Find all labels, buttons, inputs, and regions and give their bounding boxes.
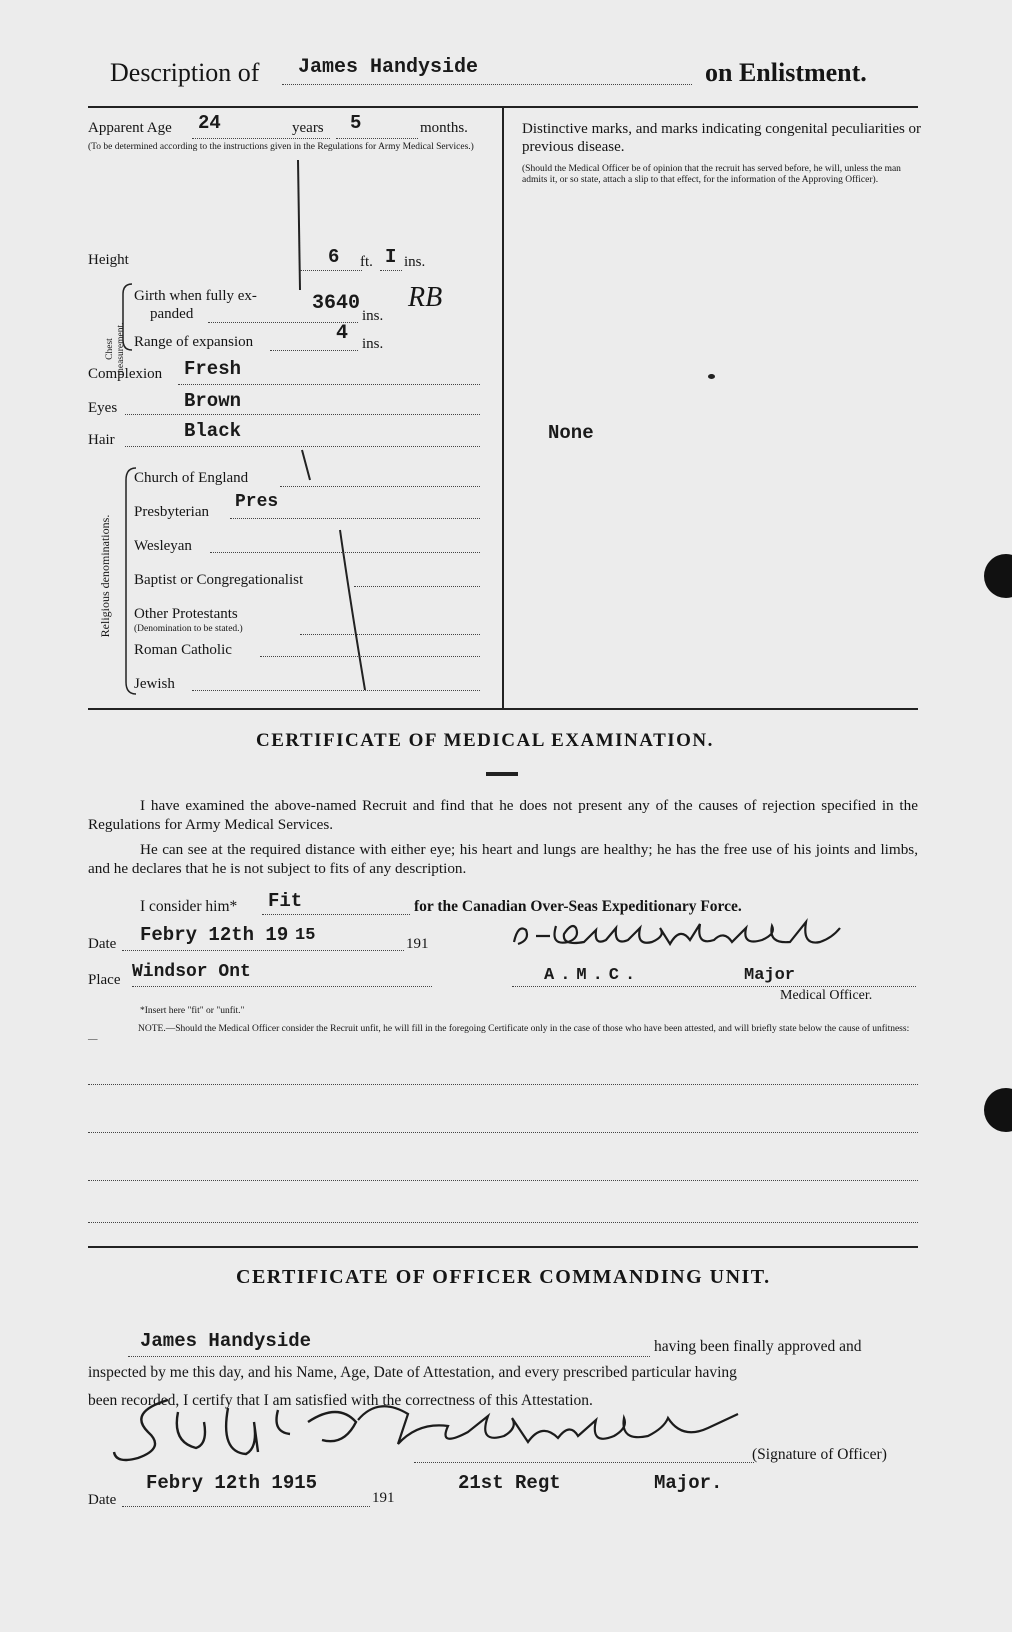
medical-para-2: He can see at the required distance with either eye; his heart and lungs are healthy; he has the free use of his joints and limbs, and he declares that he is not subject to fits of any description. xyxy=(88,841,918,877)
religion-other-note: (Denomination to be stated.) xyxy=(134,624,243,634)
age-months-value: 5 xyxy=(350,112,362,134)
height-label: Height xyxy=(88,252,129,268)
medical-place-value: Windsor Ont xyxy=(132,962,251,982)
age-years-line xyxy=(192,138,330,139)
header-prefix: Description of xyxy=(110,58,260,87)
unfitness-line-4 xyxy=(88,1222,918,1223)
height-ins-label: ins. xyxy=(404,254,426,270)
eyes-value: Brown xyxy=(184,390,242,412)
hair-value: Black xyxy=(184,420,242,442)
distinctive-marks-note: (Should the Medical Officer be of opinion that the recruit has served before, he will, unless the man admits it, or so state, attach a slip to that effect, for the information of the Approving Officer). xyxy=(522,164,901,185)
unfitness-line-3 xyxy=(88,1180,918,1181)
section-rule-2 xyxy=(88,1246,918,1248)
complexion-value: Fresh xyxy=(184,358,242,380)
girth-initials: RB xyxy=(408,282,443,313)
age-months-line xyxy=(336,138,418,139)
title-ornament xyxy=(486,772,518,776)
recruit-name: James Handyside xyxy=(298,56,479,79)
religion-other-protestants: Other Protestants xyxy=(134,606,238,622)
height-in-line xyxy=(380,270,402,271)
height-in-value: I xyxy=(385,246,397,268)
punch-hole-1 xyxy=(984,554,1012,598)
age-note: (To be determined according to the instructions given in the Regulations for Army Medical Services.) xyxy=(88,142,474,152)
unfitness-line-1 xyxy=(88,1084,918,1085)
religion-baptist: Baptist or Congregationalist xyxy=(134,572,304,588)
girth-label-2: panded xyxy=(150,306,194,322)
months-label: months. xyxy=(420,120,468,136)
approved-text: having been finally approved and xyxy=(654,1338,862,1355)
chest-bracket xyxy=(122,284,134,350)
age-label: Apparent Age xyxy=(88,120,172,136)
medical-cert-title: CERTIFICATE OF MEDICAL EXAMINATION. xyxy=(256,730,714,751)
range-line xyxy=(270,350,358,351)
ft-label: ft. xyxy=(360,254,373,270)
hair-label: Hair xyxy=(88,432,115,448)
medical-place-line xyxy=(132,986,432,987)
age-years-value: 24 xyxy=(198,112,221,134)
officer-date-line xyxy=(122,1506,370,1507)
distinctive-marks-heading: Distinctive marks, and marks indicating congenital peculiarities or previous disease. xyxy=(522,121,922,155)
hair-line xyxy=(125,446,480,447)
medical-note: NOTE.—Should the Medical Officer consider the Recruit unfit, he will fill in the foregoing Certificate only in the case of those who have been attested, and will briefly state below the cause of unfitness:— xyxy=(88,1024,910,1045)
medical-rank: Major xyxy=(744,966,796,985)
religion-presbyterian: Presbyterian xyxy=(134,504,209,520)
officer-name-value: James Handyside xyxy=(140,1330,312,1352)
officer-date-value: Febry 12th 1915 xyxy=(146,1472,318,1494)
religion-church-of-england: Church of England xyxy=(134,470,249,486)
signature-line xyxy=(414,1462,754,1463)
range-ins-label: ins. xyxy=(362,336,384,352)
medical-date-line xyxy=(122,950,404,951)
religion-line-6 xyxy=(192,690,480,691)
complexion-line xyxy=(178,384,480,385)
medical-date-label: Date xyxy=(88,936,117,952)
consider-suffix: for the Canadian Over-Seas Expeditionary Force. xyxy=(414,898,742,915)
girth-label-1: Girth when fully ex- xyxy=(134,288,257,304)
religion-group-label: Religious denominations. xyxy=(98,514,112,638)
religion-wesleyan: Wesleyan xyxy=(134,538,192,554)
eyes-label: Eyes xyxy=(88,400,118,416)
signature-label: (Signature of Officer) xyxy=(752,1446,887,1463)
consider-prefix: I consider him* xyxy=(140,898,238,915)
years-label: years xyxy=(292,120,324,136)
header-name-line xyxy=(282,84,692,85)
religion-value: Pres xyxy=(235,492,279,512)
eyes-line xyxy=(125,414,480,415)
range-label: Range of expansion xyxy=(134,334,254,350)
medical-officer-signature xyxy=(510,916,850,956)
officer-date-label: Date xyxy=(88,1492,117,1508)
panel-divider xyxy=(502,108,504,708)
medical-date-year: 15 xyxy=(295,926,316,945)
chest-label: Chest measurement. xyxy=(105,322,126,376)
distinctive-marks-value: None xyxy=(548,422,594,444)
complexion-label: Complexion xyxy=(88,366,163,382)
girth-value: 3640 xyxy=(312,292,361,315)
religion-roman-catholic: Roman Catholic xyxy=(134,642,232,658)
medical-corps: A.M.C. xyxy=(544,966,642,985)
medical-place-label: Place xyxy=(88,972,121,988)
section-rule-1 xyxy=(88,708,918,710)
fit-line xyxy=(262,914,410,915)
unfitness-line-2 xyxy=(88,1132,918,1133)
medical-officer-line xyxy=(512,986,916,987)
religion-strike-strokes xyxy=(290,450,410,690)
height-ft-line xyxy=(300,270,362,271)
officer-rank-value: Major. xyxy=(654,1472,723,1494)
girth-ins-label: ins. xyxy=(362,308,384,324)
height-ft-value: 6 xyxy=(328,246,340,268)
officer-name-line xyxy=(128,1356,650,1357)
insert-note: *Insert here "fit" or "unfit." xyxy=(140,1006,245,1016)
officer-signature xyxy=(108,1392,748,1468)
religion-jewish: Jewish xyxy=(134,676,175,692)
officer-para-2: been recorded, I certify that I am satisfied with the correctness of this Attestation. xyxy=(88,1392,593,1409)
punch-hole-2 xyxy=(984,1088,1012,1132)
range-value: 4 xyxy=(336,322,349,345)
officer-unit-value: 21st Regt xyxy=(458,1472,561,1494)
officer-para-1: inspected by me this day, and his Name, Age, Date of Attestation, and every prescribed particular having xyxy=(88,1364,737,1381)
medical-para-1: I have examined the above-named Recruit and find that he does not present any of the causes of rejection specified in the Regulations for Army Medical Services. xyxy=(88,797,918,833)
ink-speck xyxy=(708,374,715,379)
officer-cert-title: CERTIFICATE OF OFFICER COMMANDING UNIT. xyxy=(236,1266,771,1288)
medical-officer-label: Medical Officer. xyxy=(780,988,873,1003)
fit-value: Fit xyxy=(268,890,303,912)
medical-date-year-prefix: 191 xyxy=(406,936,429,952)
officer-date-year-prefix: 191 xyxy=(372,1490,395,1506)
medical-date-value: Febry 12th 19 xyxy=(140,924,289,946)
header-suffix: on Enlistment. xyxy=(705,58,867,87)
